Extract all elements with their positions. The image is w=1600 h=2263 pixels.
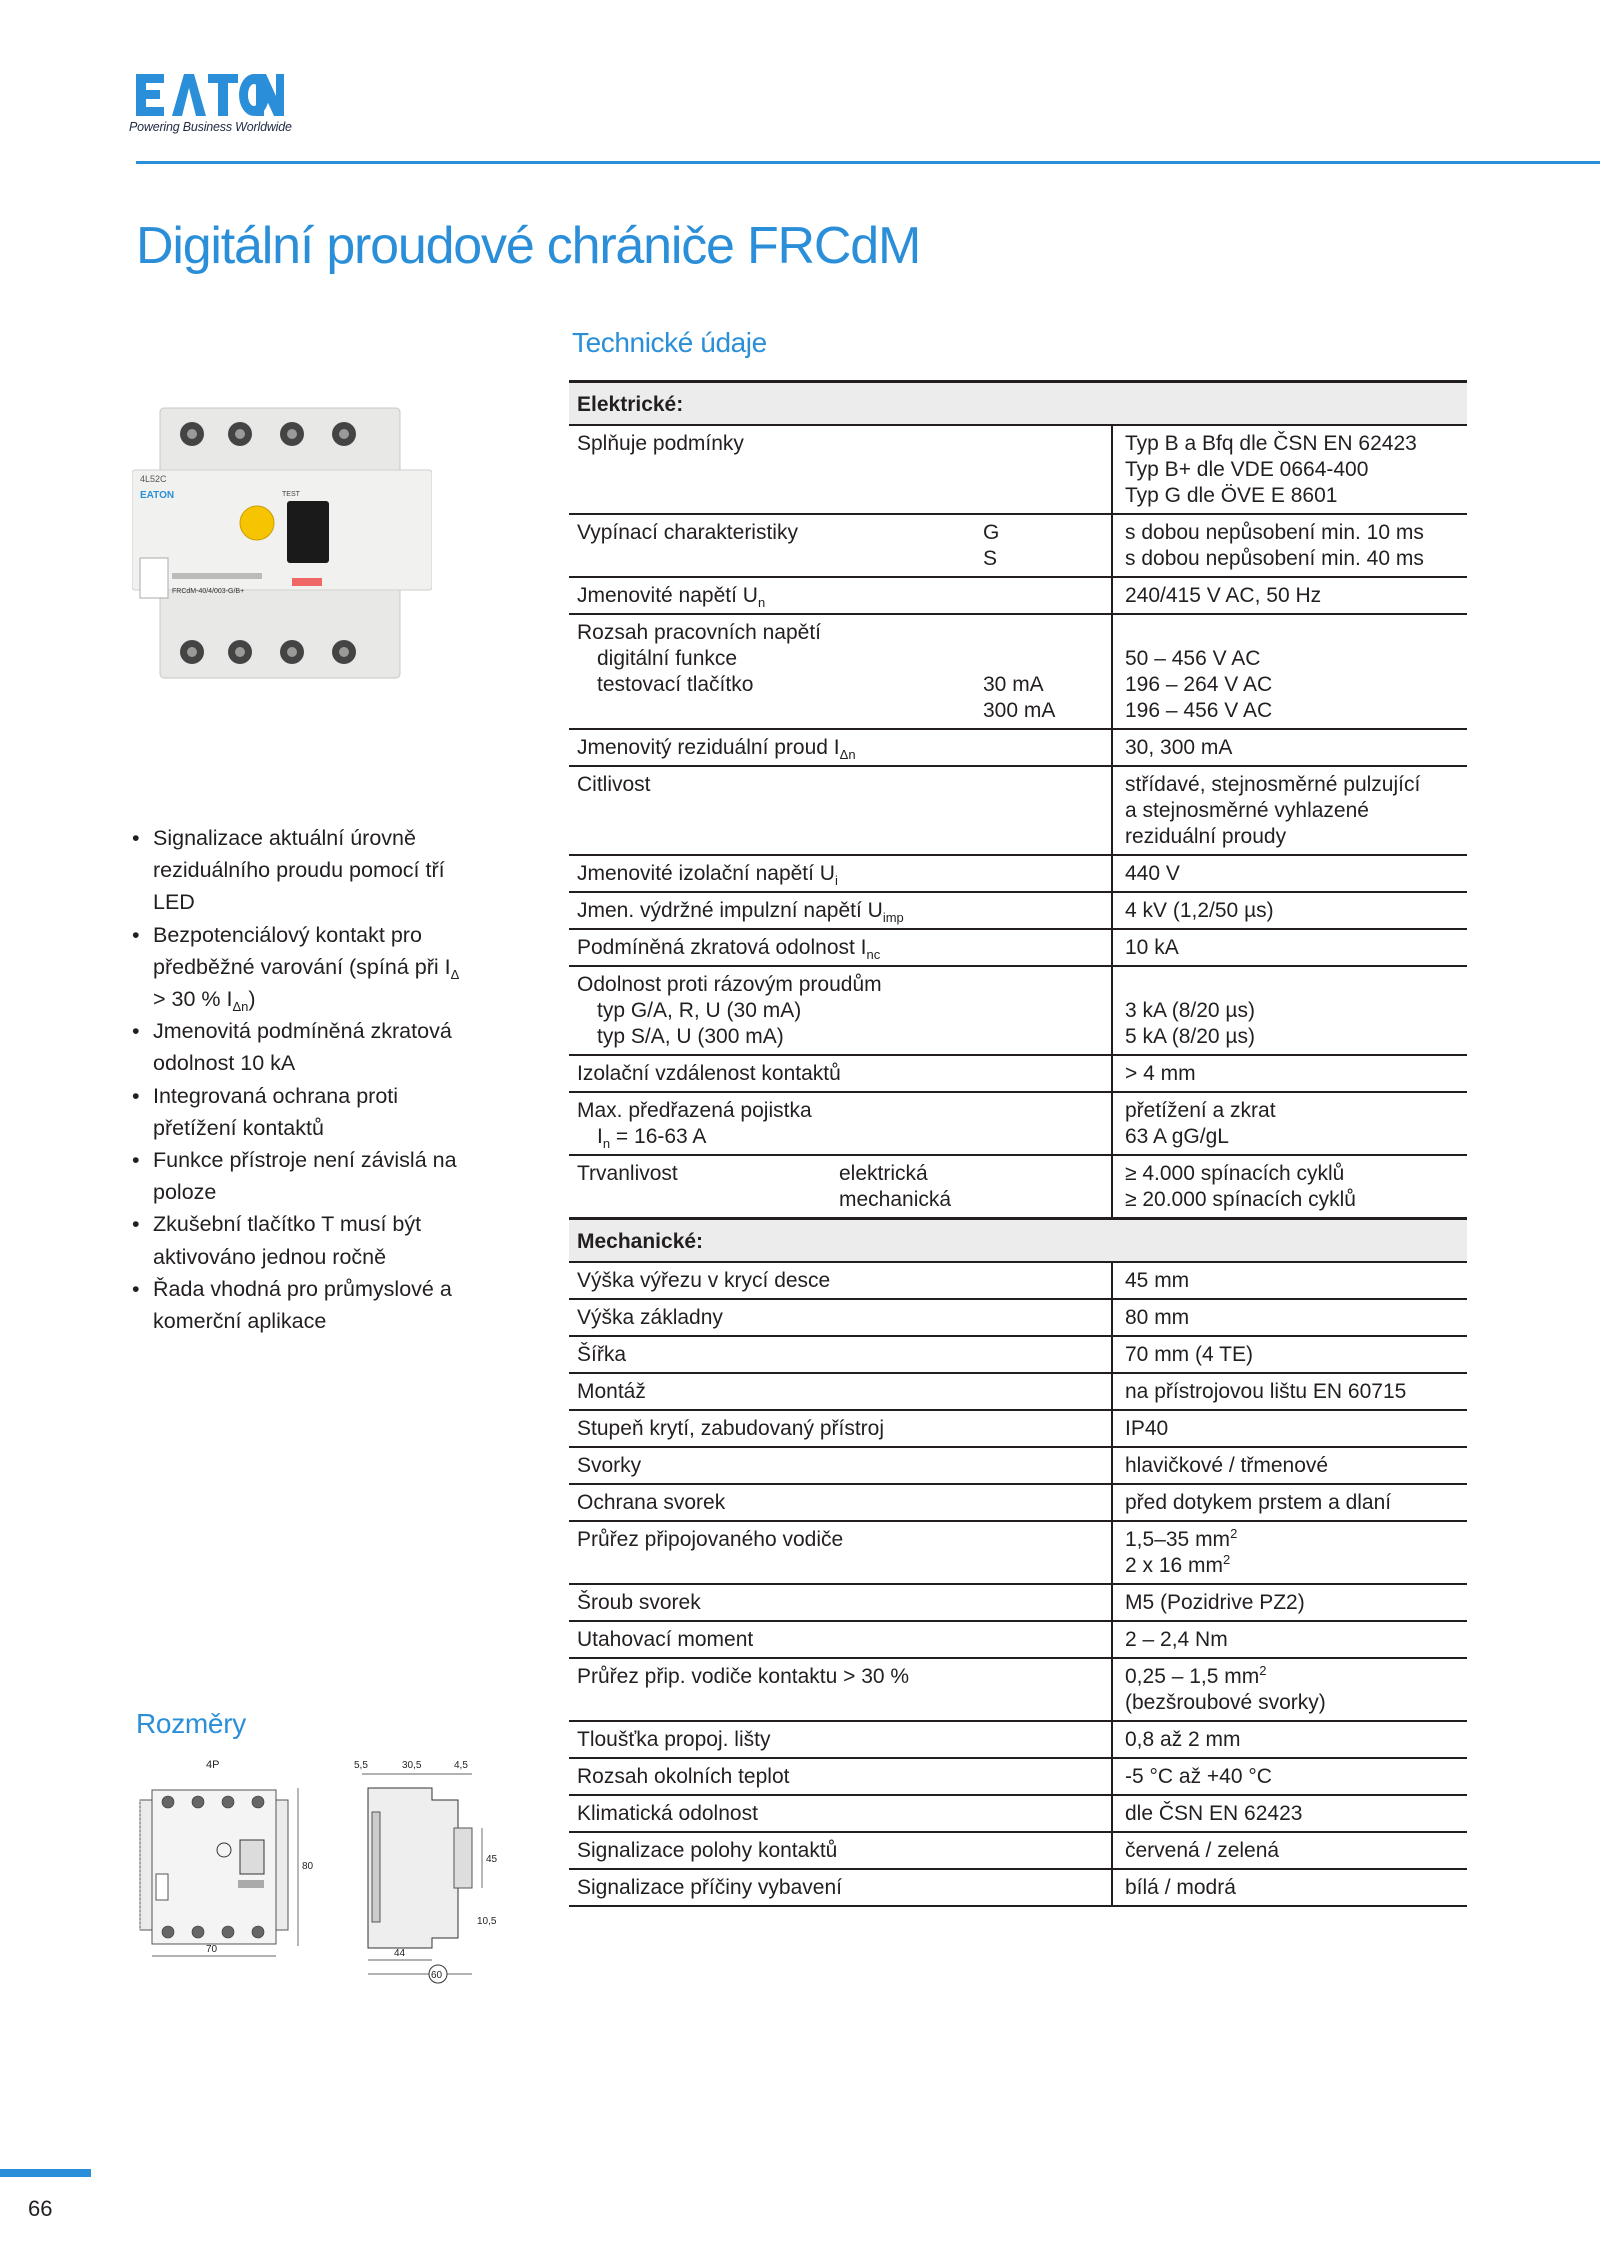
dimensions-drawing (132, 1752, 532, 1987)
feature-item: • Jmenovitá podmíněná zkratová odolnost 10 kA (132, 1015, 472, 1079)
spec-row: Citlivost střídavé, stejnosměrné pulzující a stejnosměrné vyhlazené reziduální proudy (569, 766, 1467, 855)
spec-row: Stupeň krytí, zabudovaný přístroj IP40 (569, 1410, 1467, 1447)
spec-row: Výška základny 80 mm (569, 1299, 1467, 1336)
dim-60: 60 (431, 1970, 443, 1981)
page-number: 66 (28, 2196, 53, 2221)
spec-row: Jmenovité napětí $U_n$ 240/415 V AC, 50 Hz (569, 577, 1467, 614)
dim-width-70: 70 (206, 1944, 218, 1955)
spec-table (569, 380, 1467, 1907)
product-brand: EATON (140, 490, 175, 501)
feature-item: • Řada vhodná pro průmyslové a komerční aplikace (132, 1273, 472, 1337)
header-rule (136, 161, 1600, 164)
spec-row: Průřez přip. vodiče kontaktu > 30 % 0,25 – 1,5 $mm^2$ (bezšroubové svorky) (569, 1658, 1467, 1721)
spec-row: Šířka 70 mm (4 TE) (569, 1336, 1467, 1373)
spec-row: Podmíněná zkratová odolnost $I_{nc}$ 10 kA (569, 929, 1467, 966)
spec-row: Signalizace příčiny vybavení bílá / modrá (569, 1869, 1467, 1906)
dimensions-heading: Rozměry (136, 1708, 246, 1739)
spec-row: Trvanlivost elektrická mechanická ≥ 4.000 spínacích cyklů ≥ 20.000 spínacích cyklů (569, 1155, 1467, 1219)
spec-row: Tloušťka propoj. lišty 0,8 až 2 mm (569, 1721, 1467, 1758)
brand-tagline: Powering Business Worldwide (129, 120, 292, 134)
footer-accent-bar (0, 2169, 91, 2177)
tech-data-heading: Technické údaje (572, 327, 767, 358)
feature-item: • Integrovaná ochrana proti přetížení kontaktů (132, 1080, 472, 1144)
feature-list (132, 822, 472, 1337)
feature-item: • Bezpotenciálový kontakt pro předběžné varování (spíná při $I_\Delta > 30$ % $I_{\Delta n}$) (132, 919, 472, 1016)
spec-row: Utahovací moment 2 – 2,4 Nm (569, 1621, 1467, 1658)
spec-row: Max. předřazená pojistka $I_n = 16-63$ A přetížení a zkrat 63 A gG/gL (569, 1092, 1467, 1155)
section-mechanical: Mechanické: (569, 1219, 1467, 1263)
dim-30-5: 30,5 (402, 1760, 422, 1771)
spec-row: Splňuje podmínky Typ B a Bfq dle ČSN EN 62423 Typ B+ dle VDE 0664-400 Typ G dle ÖVE E 8601 (569, 425, 1467, 514)
dim-4-5: 4,5 (454, 1760, 468, 1771)
spec-row: Šroub svorek M5 (Pozidrive PZ2) (569, 1584, 1467, 1621)
spec-row: Odolnost proti rázovým proudům typ G/A, R, U (30 mA) typ S/A, U (300 mA) 3 kA (8/20 µs) 5 kA (8/20 µs) (569, 966, 1467, 1055)
spec-row: Jmen. výdržné impulzní napětí $U_{imp}$ 4 kV (1,2/50 µs) (569, 892, 1467, 929)
spec-row: Rozsah pracovních napětí digitální funkce testovací tlačítko 30 mA 300 mA 50 – 456 V AC 196 – 264 V AC 196 – 456 V AC (569, 614, 1467, 729)
spec-row: Jmenovitý reziduální proud $I_{\Delta n}$ 30, 300 mA (569, 729, 1467, 766)
eaton-logo (136, 74, 284, 116)
page-title: Digitální proudové chrániče FRCdM (136, 217, 921, 275)
spec-row: Průřez připojovaného vodiče 1,5–35 $mm^2$ 2 x 16 $mm^2$ (569, 1521, 1467, 1584)
spec-row: Klimatická odolnost dle ČSN EN 62423 (569, 1795, 1467, 1832)
product-image (132, 398, 432, 688)
feature-item: • Signalizace aktuální úrovně reziduálního proudu pomocí tří LED (132, 822, 472, 919)
spec-row: Svorky hlavičkové / třmenové (569, 1447, 1467, 1484)
dim-10-5: 10,5 (477, 1916, 497, 1927)
feature-item: • Zkušební tlačítko T musí být aktivováno jednou ročně (132, 1208, 472, 1272)
spec-row: Výška výřezu v krycí desce 45 mm (569, 1262, 1467, 1299)
dim-height-80: 80 (302, 1861, 314, 1872)
spec-row: Vypínací charakteristiky G S s dobou nepůsobení min. 10 ms s dobou nepůsobení min. 40 ms (569, 514, 1467, 577)
product-test-label: TEST (282, 491, 300, 498)
spec-row: Izolační vzdálenost kontaktů > 4 mm (569, 1055, 1467, 1092)
spec-row: Montáž na přístrojovou lištu EN 60715 (569, 1373, 1467, 1410)
dim-44: 44 (394, 1948, 406, 1959)
section-electrical: Elektrické: (569, 382, 1467, 426)
spec-row: Jmenovité izolační napětí $U_i$ 440 V (569, 855, 1467, 892)
product-model-label: FRCdM-40/4/003-G/B+ (172, 588, 245, 595)
feature-item: • Funkce přístroje není závislá na poloze (132, 1144, 472, 1208)
dim-5-5: 5,5 (354, 1760, 368, 1771)
dim-45: 45 (486, 1854, 498, 1865)
spec-row: Signalizace polohy kontaktů červená / zelená (569, 1832, 1467, 1869)
spec-row: Rozsah okolních teplot -5 °C až +40 °C (569, 1758, 1467, 1795)
dim-label-4p: 4P (206, 1759, 220, 1771)
spec-row: Ochrana svorek před dotykem prstem a dlaní (569, 1484, 1467, 1521)
product-module-label: 4L52C (140, 474, 167, 484)
